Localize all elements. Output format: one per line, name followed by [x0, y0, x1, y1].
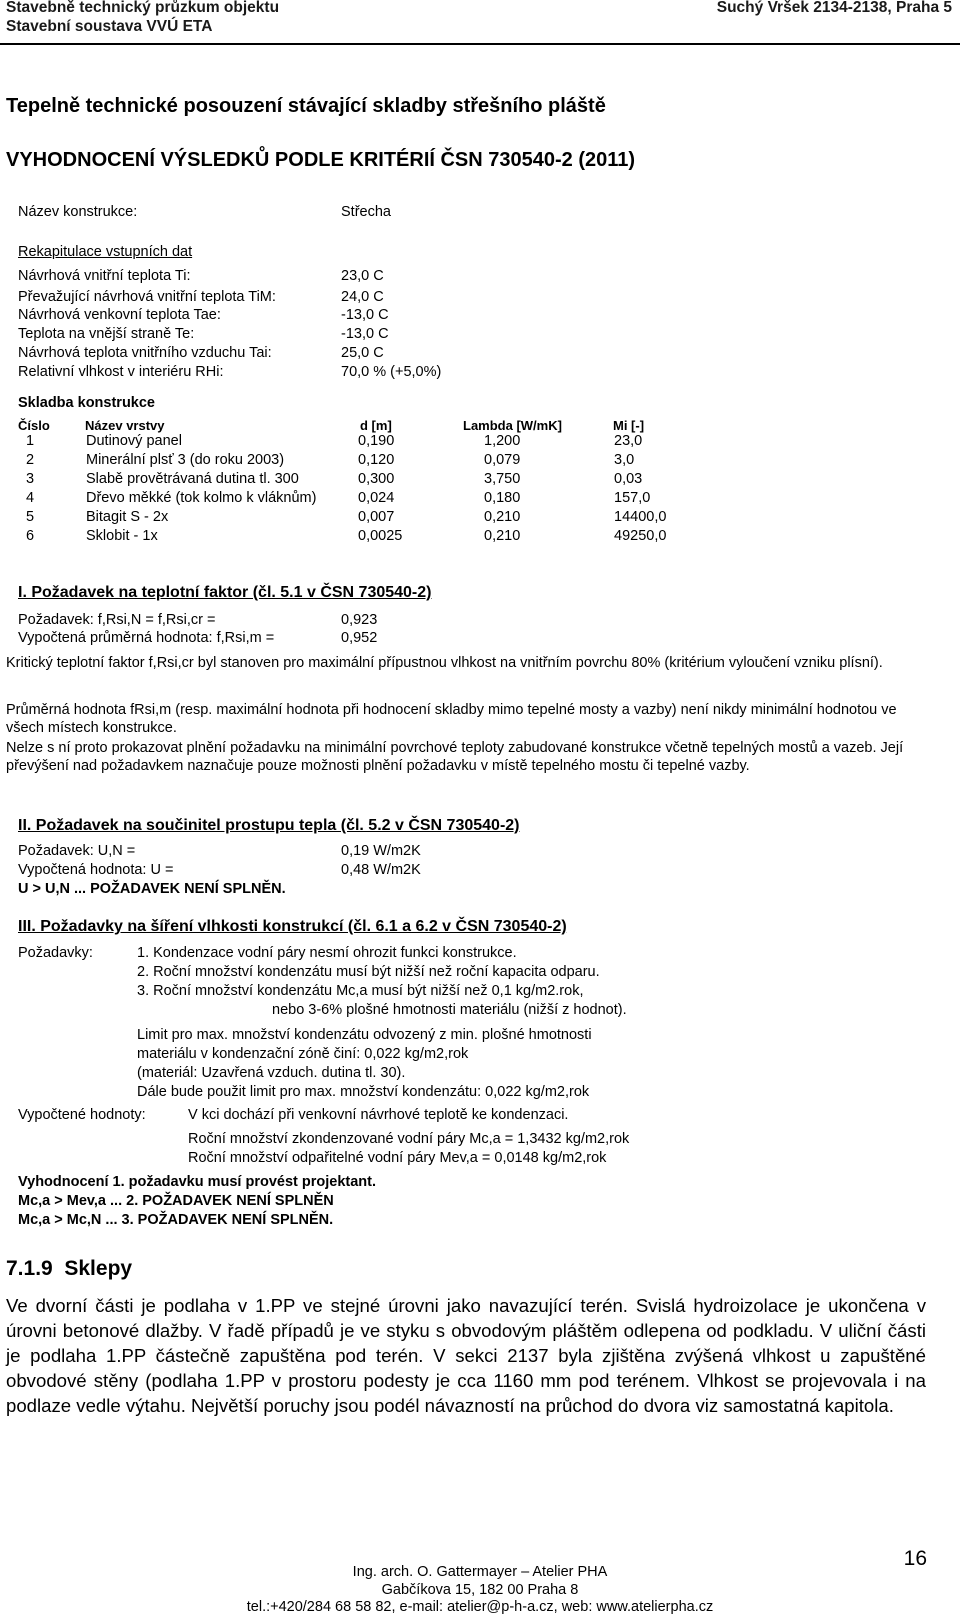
layers-heading: Skladba konstrukce [18, 395, 155, 411]
construction-value: Střecha [341, 204, 391, 220]
req1-note-average: Průměrná hodnota fRsi,m (resp. maximální hodnota při hodnocení skladby mimo tepelné mosty a vazby) není nikdy minimální hodnotou ve všech místech konstrukce. [6, 702, 897, 736]
recap-label: Návrhová venkovní teplota Tae: [18, 307, 221, 323]
evaluation-title: VYHODNOCENÍ VÝSLEDKŮ PODLE KRITÉRIÍ ČSN 730540-2 (2011) [6, 149, 636, 171]
req1-note-thermal-bridges: Nelze s ní proto prokazovat plnění požadavku na minimální povrchové teploty zabudované konstrukce včetně tepelných mostů a vazeb. Její převýšení nad požadavkem naznačuje pouze možnosti plnění požadavku v místě tepelného mostu či tepelné vazby. [6, 740, 904, 774]
req2-requirement-label: Požadavek: U,N = [18, 843, 136, 859]
recap-label: Teplota na vnější straně Te: [18, 326, 195, 342]
layer-lambda: 0,210 [484, 528, 521, 544]
page-title: Tepelně technické posouzení stávající skladby střešního pláště [6, 95, 606, 117]
req3-evaluation-line: Mc,a > Mc,N ... 3. POŽADAVEK NENÍ SPLNĚN. [18, 1212, 334, 1228]
col-header-lambda: Lambda [W/mK] [463, 418, 562, 433]
req3-limit-line: Dále bude použit limit pro max. množství kondenzátu: 0,022 kg/m2,rok [137, 1084, 590, 1100]
layer-mi: 23,0 [614, 433, 643, 449]
req1-note-critical-factor: Kritický teplotní faktor f,Rsi,cr byl stanoven pro maximální přípustnou vlhkost na vnitřním povrchu 80% (kritérium vyloučení vzniku plísní). [6, 655, 883, 671]
req3-item-continuation: nebo 3-6% plošné hmotnosti materiálu (nižší z hodnot). [272, 1002, 627, 1018]
req1-calculated-label: Vypočtená průměrná hodnota: f,Rsi,m = [18, 630, 275, 646]
layer-number: 4 [26, 490, 35, 506]
recap-label: Převažující návrhová vnitřní teplota TiM: [18, 289, 276, 305]
req3-item: 1. Kondenzace vodní páry nesmí ohrozit funkci konstrukce. [137, 945, 517, 961]
layer-name: Dutinový panel [86, 433, 182, 449]
layer-name: Sklobit - 1x [86, 528, 158, 544]
layer-lambda: 1,200 [484, 433, 521, 449]
layer-lambda: 0,210 [484, 509, 521, 525]
layer-mi: 0,03 [614, 471, 643, 487]
req2-requirement-value: 0,19 W/m2K [341, 843, 421, 859]
layer-number: 3 [26, 471, 35, 487]
layer-name: Bitagit S - 2x [86, 509, 169, 525]
header-project-title: Stavebně technický průzkum objektu [6, 0, 280, 16]
layer-mi: 49250,0 [614, 528, 667, 544]
req3-calculated-line: Roční množství odpařitelné vodní páry Mev,a = 0,0148 kg/m2,rok [188, 1150, 607, 1166]
req3-heading: III. Požadavky na šíření vlhkosti konstrukcí (čl. 6.1 a 6.2 v ČSN 730540-2) [18, 918, 567, 935]
footer-contact: tel.:+420/284 68 58 82, e-mail: atelier@p-h-a.cz, web: www.atelierpha.cz [246, 1599, 714, 1615]
recap-value: -13,0 C [341, 307, 389, 323]
layer-thickness: 0,120 [358, 452, 395, 468]
req3-calculated-line: V kci dochází při venkovní návrhové teplotě ke kondenzaci. [188, 1107, 569, 1123]
layer-thickness: 0,024 [358, 490, 395, 506]
construction-label: Název konstrukce: [18, 204, 138, 220]
req2-calculated-label: Vypočtená hodnota: U = [18, 862, 174, 878]
recap-value: 24,0 C [341, 289, 384, 305]
req2-calculated-value: 0,48 W/m2K [341, 862, 421, 878]
req1-requirement-label: Požadavek: f,Rsi,N = f,Rsi,cr = [18, 612, 216, 628]
col-header-name: Název vrstvy [85, 418, 165, 433]
col-header-number: Číslo [18, 418, 50, 433]
layer-name: Slabě provětrávaná dutina tl. 300 [86, 471, 299, 487]
req3-item: 2. Roční množství kondenzátu musí být nižší než roční kapacita odparu. [137, 964, 600, 980]
recap-label: Relativní vlhkost v interiéru RHi: [18, 364, 224, 380]
layer-thickness: 0,007 [358, 509, 395, 525]
page-number: 16 [903, 1547, 927, 1570]
header-system-name: Stavební soustava VVÚ ETA [6, 18, 213, 35]
layer-mi: 14400,0 [614, 509, 667, 525]
req3-calculated-label: Vypočtené hodnoty: [18, 1107, 146, 1123]
layer-thickness: 0,0025 [358, 528, 403, 544]
recap-heading: Rekapitulace vstupních dat [18, 244, 193, 260]
layer-number: 1 [26, 433, 35, 449]
req3-limit-line: Limit pro max. množství kondenzátu odvozený z min. plošné hmotnosti [137, 1027, 592, 1043]
req3-evaluation-line: Vyhodnocení 1. požadavku musí provést projektant. [18, 1174, 377, 1190]
recap-label: Návrhová vnitřní teplota Ti: [18, 268, 191, 284]
recap-value: -13,0 C [341, 326, 389, 342]
footer-address: Gabčíkova 15, 182 00 Praha 8 [381, 1582, 579, 1598]
layer-lambda: 0,180 [484, 490, 521, 506]
layer-name: Minerální plsť 3 (do roku 2003) [86, 452, 285, 468]
req1-heading: I. Požadavek na teplotní faktor (čl. 5.1 v ČSN 730540-2) [18, 584, 432, 601]
col-header-mi: Mi [-] [613, 418, 645, 433]
req3-calculated-line: Roční množství zkondenzované vodní páry Mc,a = 1,3432 kg/m2,rok [188, 1131, 630, 1147]
header-rule [0, 43, 960, 45]
layer-thickness: 0,190 [358, 433, 395, 449]
layer-thickness: 0,300 [358, 471, 395, 487]
req3-limit-line: materiálu v kondenzační zóně činí: 0,022 kg/m2,rok [137, 1046, 469, 1062]
layer-number: 6 [26, 528, 35, 544]
req3-requirements-label: Požadavky: [18, 945, 93, 961]
req3-evaluation-line: Mc,a > Mev,a ... 2. POŽADAVEK NENÍ SPLNĚN [18, 1193, 334, 1209]
layer-number: 5 [26, 509, 35, 525]
section-paragraph: Ve dvorní části je podlaha v 1.PP ve stejné úrovni jako navazující terén. Svislá hydroizolace je ukončena v úrovni betonové dlažby. V řadě případů je ve styku s obvodovým pláštěm odlepena od podkladu. V uliční části je podlaha 1.PP částečně zapuštěna pod terén. V sekci 2137 byla zjištěna zvýšená vlhkost u zapuštěné obvodové stěny (podlaha 1.PP v prostoru podesty je cca 1160 mm pod terénem. Vlhkost se projevovala i na podlaze vedle výtahu. Největší poruchy jsou podél návazností na průchod do dvora viz samostatná kapitola. [6, 1295, 926, 1416]
layer-mi: 3,0 [614, 452, 635, 468]
recap-value: 25,0 C [341, 345, 384, 361]
req2-heading: II. Požadavek na součinitel prostupu tepla (čl. 5.2 v ČSN 730540-2) [18, 817, 520, 834]
col-header-thickness: d [m] [360, 418, 392, 433]
req1-calculated-value: 0,952 [341, 630, 378, 646]
req1-requirement-value: 0,923 [341, 612, 378, 628]
layer-number: 2 [26, 452, 35, 468]
footer-author: Ing. arch. O. Gattermayer – Atelier PHA [352, 1564, 608, 1580]
layer-name: Dřevo měkké (tok kolmo k vláknům) [86, 490, 317, 506]
recap-label: Návrhová teplota vnitřního vzduchu Tai: [18, 345, 272, 361]
layer-lambda: 3,750 [484, 471, 521, 487]
recap-value: 70,0 % (+5,0%) [341, 364, 442, 380]
req2-result: U > U,N ... POŽADAVEK NENÍ SPLNĚN. [18, 881, 286, 897]
header-address: Suchý Vršek 2134-2138, Praha 5 [716, 0, 952, 16]
req3-limit-line: (materiál: Uzavřená vzduch. dutina tl. 30). [137, 1065, 406, 1081]
layer-mi: 157,0 [614, 490, 651, 506]
section-heading: 7.1.9 Sklepy [6, 1257, 133, 1280]
req3-item: 3. Roční množství kondenzátu Mc,a musí být nižší než 0,1 kg/m2.rok, [137, 983, 584, 999]
recap-value: 23,0 C [341, 268, 384, 284]
layer-lambda: 0,079 [484, 452, 521, 468]
